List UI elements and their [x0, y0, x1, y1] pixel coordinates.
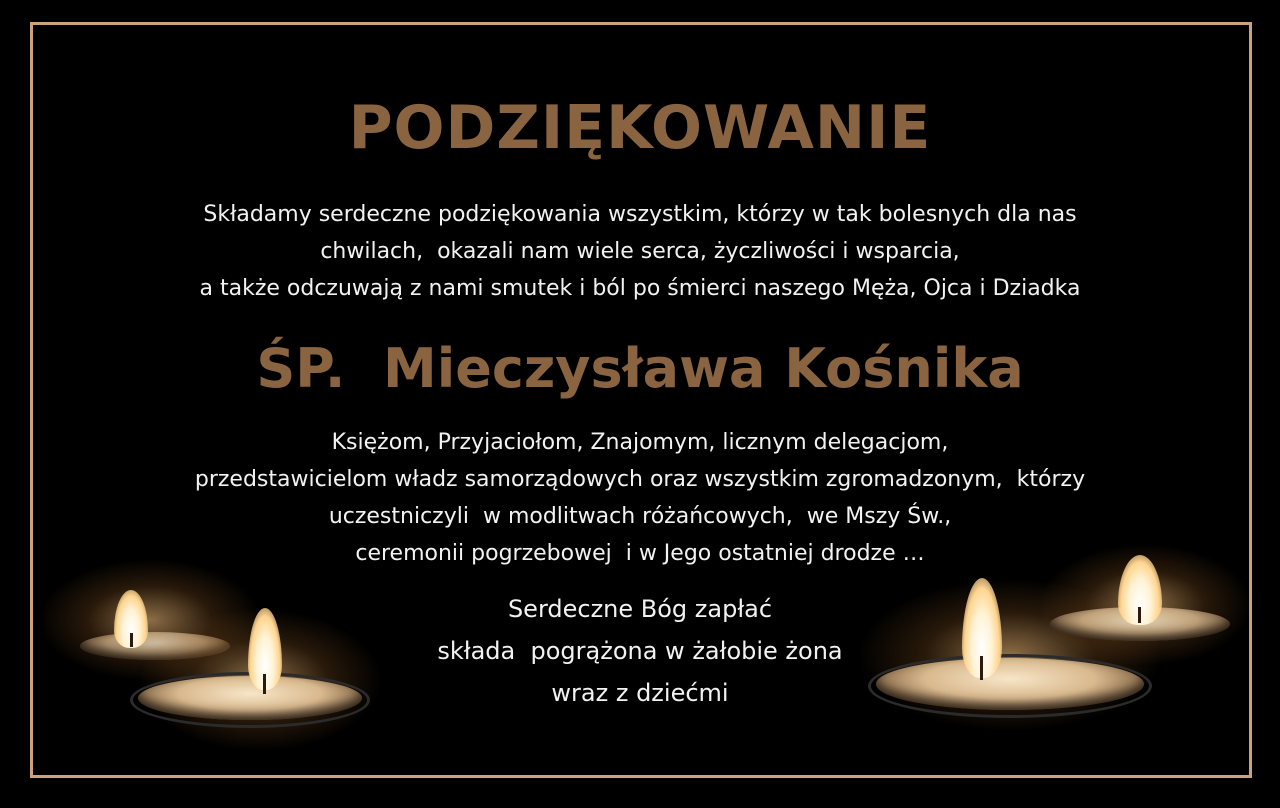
thanks-line: uczestniczyli w modlitwach różańcowych, we Mszy Św.,	[328, 504, 952, 529]
closing-line: składa pogrążona w żałobie żona	[437, 637, 843, 665]
intro-line: a także odczuwają z nami smutek i ból po śmierci naszego Męża, Ojca i Dziadka	[199, 276, 1081, 301]
intro-paragraph	[0, 196, 1280, 307]
closing-line: Serdeczne Bóg zapłać	[507, 595, 773, 623]
intro-line: chwilach, okazali nam wiele serca, życzliwości i wsparcia,	[320, 239, 960, 264]
thanks-line: ceremonii pogrzebowej i w Jego ostatniej drodze …	[355, 541, 925, 566]
page-title: PODZIĘKOWANIE	[348, 93, 932, 163]
thanks-line: Księżom, Przyjaciołom, Znajomym, licznym delegacjom,	[331, 430, 949, 455]
thanks-paragraph	[0, 424, 1280, 572]
closing-paragraph	[0, 588, 1280, 714]
intro-line: Składamy serdeczne podziękowania wszystkim, którzy w tak bolesnych dla nas	[203, 202, 1077, 227]
closing-line: wraz z dziećmi	[551, 679, 729, 707]
deceased-name: ŚP. Mieczysława Kośnika	[256, 337, 1024, 400]
thanks-line: przedstawicielom władz samorządowych oraz wszystkim zgromadzonym, którzy	[194, 467, 1086, 492]
